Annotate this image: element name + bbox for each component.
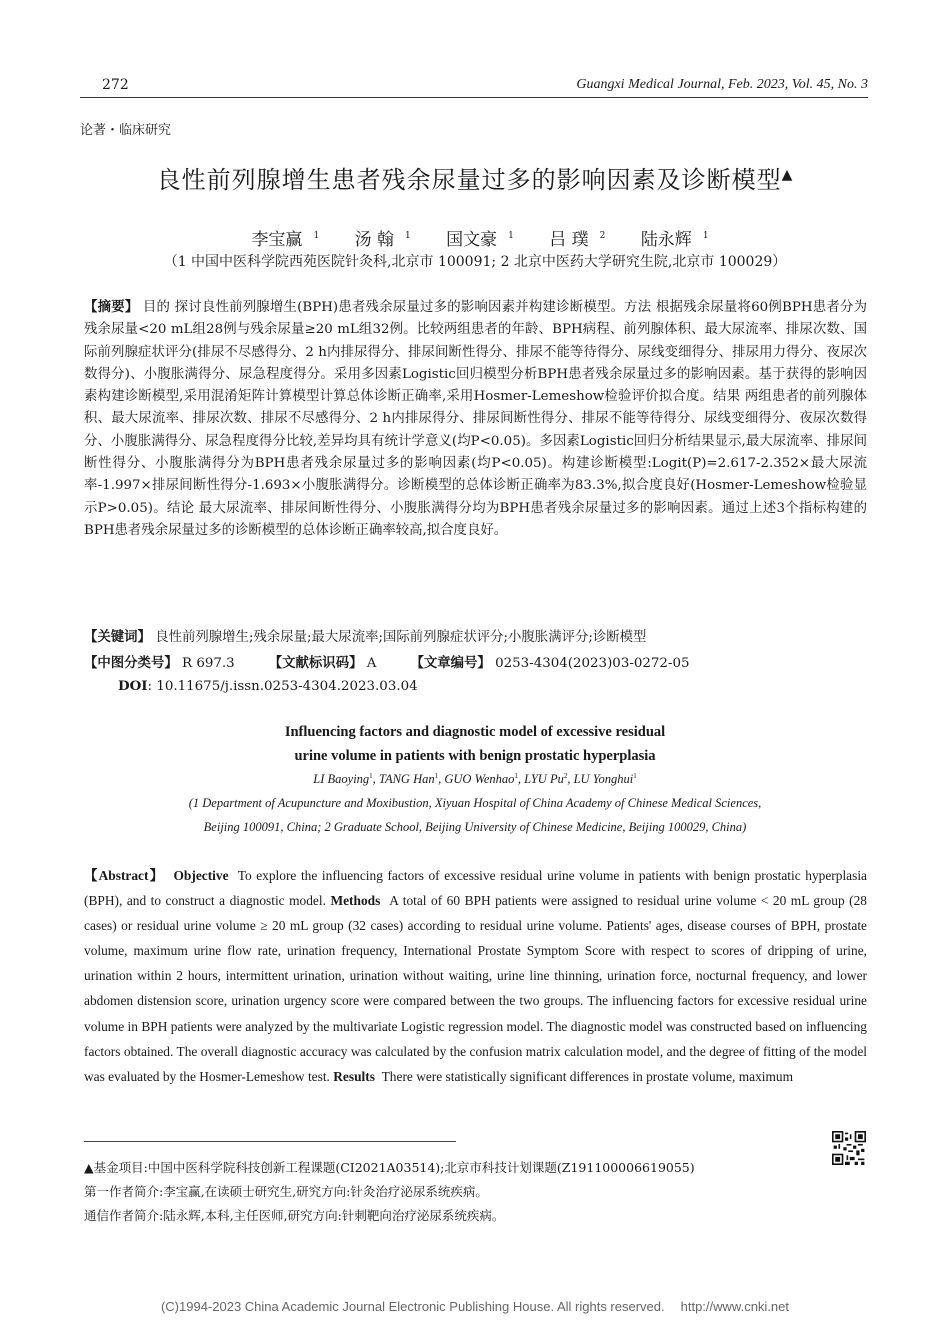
author: 汤 翰 $^1$ — [354, 230, 411, 250]
chinese-abstract — [84, 296, 867, 542]
qr-code-icon — [832, 1131, 866, 1165]
author: 吕 璞 $^2$ — [549, 230, 606, 250]
copyright-text: (C)1994-2023 China Academic Journal Electronic Publishing House. All rights reserved. — [160, 1299, 665, 1314]
journal-citation: Guangxi Medical Journal, Feb. 2023, Vol. 45, No. 3 — [576, 77, 868, 92]
objective-label: Objective — [173, 868, 229, 883]
footnote-first-author: 第一作者简介:李宝赢,在读硕士研究生,研究方向:针灸治疗泌尿系统疾病。 — [84, 1184, 488, 1199]
author: 李宝赢 $^1$ — [251, 230, 320, 250]
english-affiliation-line1: (1 Department of Acupuncture and Moxibustion, Xiyuan Hospital of China Academy of Chinese Medical Sciences, — [188, 796, 762, 810]
results-label: Results — [333, 1068, 375, 1084]
header-rule — [80, 97, 868, 98]
footnote-rule — [84, 1141, 456, 1142]
footnote-fund: ▲基金项目:中国中医科学院科技创新工程课题(CI2021A03514);北京市科技计划课题(Z191100006619055) — [84, 1160, 695, 1175]
english-title-line2: urine volume in patients with benign prostatic hyperplasia — [294, 748, 656, 764]
cnki-link[interactable]: http://www.cnki.net — [680, 1299, 790, 1314]
author: 国文豪 $^1$ — [446, 230, 514, 250]
article-title-text: 良性前列腺增生患者残余尿量过多的影响因素及诊断模型 — [156, 166, 782, 194]
fund-mark: ▲ — [781, 167, 794, 183]
author: 陆永辉 $^1$ — [640, 230, 709, 250]
abstract-label: 【摘要】 — [84, 299, 139, 315]
footnote-corresponding-author: 通信作者简介:陆永辉,本科,主任医师,研究方向:针刺靶向治疗泌尿系统疾病。 — [84, 1208, 505, 1223]
doi-line: DOI: 10.11675/j.issn.0253-4304.2023.03.04 — [118, 678, 418, 694]
english-title-line1: Influencing factors and diagnostic model of excessive residual — [284, 724, 666, 740]
author-list — [0, 225, 950, 250]
author-affiliation: （1 中国中医科学院西苑医院针灸科,北京市 100091; 2 北京中医药大学研究生院,北京市 100029） — [163, 254, 787, 270]
english-affiliation-line2: Beijing 100091, China; 2 Graduate School, Beijing University of Chinese Medicine, Beijing 100029, China) — [203, 820, 747, 834]
page-number: 272 — [102, 77, 129, 93]
column-label: 论著・临床研究 — [80, 123, 172, 138]
classification-line: 【中图分类号】 R 697.3 【文献标识码】 A 【文章编号】 0253-4304(2023)03-0272-05 — [84, 655, 690, 671]
abstract-text: 目的 探讨良性前列腺增生(BPH)患者残余尿量过多的影响因素并构建诊断模型。方法 根据残余尿量将60例BPH患者分为残余尿量<20 mL组28例与残余尿量≥20 mL组32例。比较两组患者的年龄、BPH病程、前列腺体积、最大尿流率、排尿次数、国际前列腺症状评分(排尿不尽感得分、2 h内排尿得分、排尿间断性得分、排尿不能等待得分、尿线变细得分、排尿用力得分、夜尿次数得分)、小腹胀满得分、尿急程度得分。采用多因素Logistic回归模型分析BPH患者残余尿量过多的影响因素。基于获得的影响因素构建诊断模型,采用混淆矩阵计算模型计算总体诊断正确率,采用Hosmer-Lemeshow检验评价拟合度。结果 两组患者的前列腺体积、最大尿流率、排尿次数、排尿不尽感得分、2 h内排尿得分、排尿间断性得分、排尿不能等待得分、尿线变细得分、夜尿次数得分、小腹胀满得分、尿急程度得分比较,差异均具有统计学意义(均P<0.05)。多因素Logistic回归分析结果显示,最大尿流率、排尿间断性得分、小腹胀满得分为BPH患者残余尿量过多的影响因素(均P<0.05)。构建诊断模型:Logit(P)=2.617-2.352×最大尿流率-1.997×排尿间断性得分-1.693×小腹胀满得分。诊断模型的总体诊断正确率为83.3%,拟合度良好(Hosmer-Lemeshow检验显示P>0.05)。结论 最大尿流率、排尿间断性得分、小腹胀满得分均为BPH患者残余尿量过多的影响因素。通过上述3个指标构建的BPH患者残余尿量过多的诊断模型的总体诊断正确率较高,拟合度良好。 — [84, 300, 868, 538]
copyright-footer — [0, 1299, 950, 1314]
methods-label: Methods — [330, 893, 381, 909]
article-title — [0, 160, 950, 195]
keywords-line: 【关键词】 良性前列腺增生;残余尿量;最大尿流率;国际前列腺症状评分;小腹胀满评分;诊断模型 — [84, 629, 647, 645]
english-author-list: LI Baoying$^1$, TANG Han$^1$, GUO Wenhao$^1$, LYU Pu$^2$, LU Yonghui$^1$ — [313, 772, 637, 787]
english-abstract: 【Abstract】 Objective To explore the influencing factors of excessive residual urine volume in patients with benign prostatic hyperplasia (BPH), and to construct a diagnostic model. Methods A total of 60 BPH patients were assigned to residual urine volume < 20 mL group (28 cases) or residual urine volume ≥ 20 mL group (32 cases) according to residual urine volume. Patients' ages, disease courses of BPH, prostate volume, maximum urine flow rate, urination frequency, International Prostate Symptom Score with respect to scores of dripping of urine, urination within 2 hours, intermittent urination, urination without waiting, urine line thinning, urination force, nocturnal frequency, and lower abdomen distension score, urination urgency score were compared between the two groups. The influencing factors for excessive residual urine volume in BPH patients were analyzed by the multivariate Logistic regression model. The diagnostic model was constructed based on influencing factors obtained. The overall diagnostic accuracy was calculated by the confusion matrix calculation model, and the degree of fitting of the model was evaluated by the Hosmer-Lemeshow test. Results There were statistically significant differences in prostate volume, maximum — [84, 868, 867, 1084]
abstract-label-en: 【Abstract】 — [84, 868, 165, 883]
